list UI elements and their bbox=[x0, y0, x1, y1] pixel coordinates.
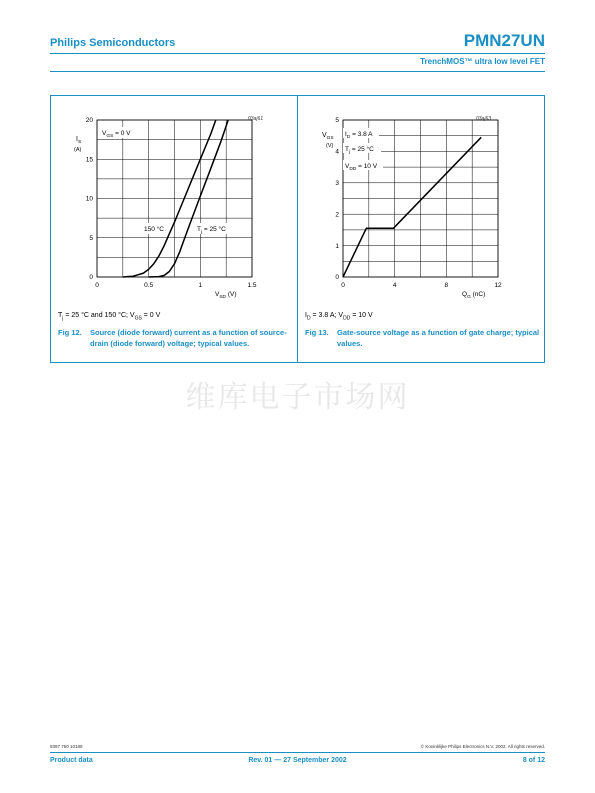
svg-text:Tj = 25 °C: $T_j = 25$ °C bbox=[345, 146, 374, 155]
fig12-xtick-label: 0.5 bbox=[144, 282, 154, 289]
header-rule bbox=[50, 53, 545, 54]
fig13-ytick-label: 0 bbox=[335, 274, 339, 282]
fig13-ytick-label: 1 bbox=[335, 242, 339, 250]
part-number: PMN27UN bbox=[463, 31, 545, 50]
fig12-caption-text: Source (diode forward) current as a function of source-drain (diode forward) voltage; typical values. bbox=[90, 328, 287, 348]
fig13-conditions: $I_D = 3.8$ A; $V_{DD} = 10$ V bbox=[305, 312, 373, 322]
document-subtitle: TrenchMOS™ ultra low level FET bbox=[420, 57, 545, 66]
fig13-xtick-label: 8 bbox=[444, 282, 449, 289]
company-name: Philips Semiconductors bbox=[50, 37, 176, 49]
fig12-code: 03aj61 bbox=[248, 116, 264, 122]
subtitle-rule bbox=[50, 71, 545, 72]
fig13-xlabel bbox=[462, 291, 485, 300]
svg-text:VDD = 10 V: $V_{DD} = 10$ V bbox=[345, 163, 378, 172]
fig13-ytick-label: 5 bbox=[335, 117, 339, 125]
footer-rule bbox=[50, 752, 545, 753]
fig13-caption-text: Gate-source voltage as a function of gate charge; typical values. bbox=[337, 328, 540, 348]
fig13-condition-labels bbox=[343, 128, 383, 172]
svg-text:(V): (V) bbox=[326, 143, 334, 149]
footer-product-data: Product data bbox=[50, 757, 93, 764]
fig12-curve-label-25 bbox=[194, 223, 232, 235]
fig12-xlabel bbox=[215, 291, 237, 300]
fig12-xtick-label: 1.5 bbox=[247, 282, 257, 289]
fig12-ytick-label: 5 bbox=[89, 234, 93, 242]
fig12-ytick-label: 15 bbox=[85, 156, 93, 164]
svg-text:VGS = 0 V: $V_{GS} = 0$ V bbox=[102, 130, 131, 139]
watermark: 维库电子市场网 bbox=[185, 380, 410, 415]
fig13-ytick-label: 4 bbox=[335, 148, 339, 156]
fig12-chart bbox=[55, 110, 295, 310]
fig13-caption-label: Fig 13. bbox=[305, 328, 329, 337]
fig13-code: 03aj63 bbox=[476, 116, 492, 122]
fig12-caption-label: Fig 12. bbox=[58, 328, 82, 337]
fig13-chart bbox=[305, 110, 540, 310]
fig12-vgs-label bbox=[99, 127, 143, 139]
svg-text:VGS: $V_{GS}$ bbox=[322, 132, 334, 141]
fig12-conditions: $T_j = 25$ °C and 150 °C; $V_{GS} = 0$ V bbox=[58, 312, 161, 322]
svg-text:150 °C: 150 °C bbox=[144, 226, 164, 233]
fig13-xtick-label: 0 bbox=[341, 282, 345, 289]
fig13-series-line-0 bbox=[343, 137, 481, 277]
fig12-ytick-label: 10 bbox=[85, 195, 93, 203]
fig13-ytick-label: 2 bbox=[335, 211, 339, 219]
figure-divider bbox=[297, 95, 298, 363]
fig13-xtick-label: 4 bbox=[392, 282, 397, 289]
fig13-caption bbox=[305, 328, 541, 362]
fig12-xtick-label: 0 bbox=[95, 282, 99, 289]
fig12-ytick-label: 20 bbox=[85, 117, 93, 125]
footer-copyright: © Koninklijke Philips Electronics N.V. 2002. All rights reserved. bbox=[420, 744, 545, 749]
fig12-curve-label-150 bbox=[141, 223, 169, 234]
svg-text:(A): (A) bbox=[74, 147, 82, 153]
footer-revision: Rev. 01 — 27 September 2002 bbox=[248, 757, 347, 764]
footer-page-number: 8 of 12 bbox=[522, 757, 545, 764]
fig12-xtick-label: 1 bbox=[198, 282, 203, 289]
footer-doc-id: 9397 750 10189 bbox=[50, 744, 83, 749]
svg-text:QG (nC): $Q_G$ (nC) bbox=[462, 291, 486, 300]
fig12-caption bbox=[58, 328, 294, 362]
svg-text:VSD (V): $V_{SD}$ (V) bbox=[215, 291, 237, 300]
svg-text:IS: $I_S$ bbox=[76, 136, 82, 145]
fig13-ylabel bbox=[322, 132, 334, 149]
svg-text:ID = 3.8 A: $I_D = 3.8$ A bbox=[345, 131, 373, 140]
fig13-xtick-label: 12 bbox=[494, 282, 502, 289]
fig13-ytick-label: 3 bbox=[335, 180, 339, 187]
svg-text:Tj = 25 °C: $T_j = 25$ °C bbox=[197, 226, 226, 235]
fig12-ylabel bbox=[74, 136, 82, 153]
fig12-ytick-label: 0 bbox=[89, 274, 93, 282]
